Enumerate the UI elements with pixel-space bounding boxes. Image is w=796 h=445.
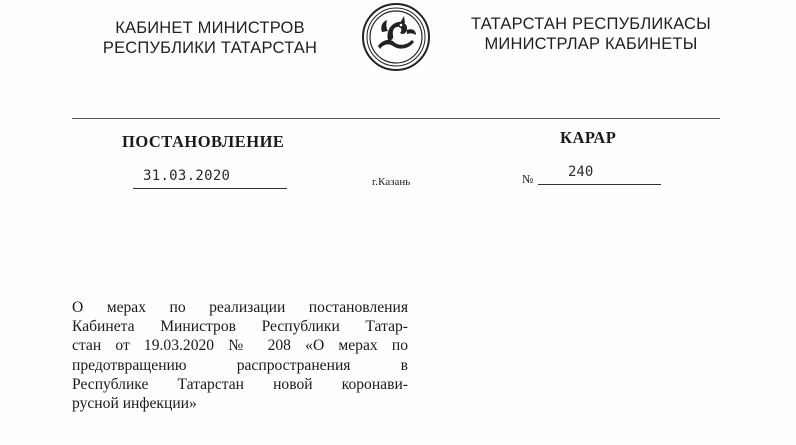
subject-line: предотвращению распространения в: [72, 356, 408, 374]
number-field: [538, 162, 661, 185]
subject-line: стан от 19.03.2020 № 208 «О мерах по: [72, 337, 408, 355]
document-type-russian: ПОСТАНОВЛЕНИЕ: [122, 132, 285, 151]
subject-line: Республике Татарстан новой коронави-: [72, 375, 408, 393]
document-date: 31.03.2020: [143, 168, 231, 184]
issuer-name-line: КАБИНЕТ МИНИСТРОВ: [115, 19, 305, 37]
subject-line: Кабинета Министров Республики Татар-: [72, 318, 408, 336]
document-subject: [72, 298, 408, 413]
issuer-name-line: ТАТАРСТАН РЕСПУБЛИКАСЫ: [471, 15, 711, 33]
coat-of-arms-icon: [360, 2, 432, 72]
document-type-tatar: КАРАР: [560, 128, 617, 147]
header-divider: [72, 118, 720, 119]
issuer-name-russian: [90, 18, 330, 58]
date-field: [133, 166, 287, 189]
number-sign: №: [522, 172, 534, 186]
issuer-name-tatar: [456, 14, 726, 54]
issuer-name-line: РЕСПУБЛИКИ ТАТАРСТАН: [102, 39, 318, 57]
document-city: г.Казань: [372, 176, 411, 188]
document-number: 240: [568, 164, 594, 180]
subject-line: русной инфекции»: [72, 395, 197, 413]
subject-line: О мерах по реализации постановления: [72, 299, 408, 316]
issuer-name-line: МИНИСТРЛАР КАБИНЕТЫ: [484, 35, 698, 53]
